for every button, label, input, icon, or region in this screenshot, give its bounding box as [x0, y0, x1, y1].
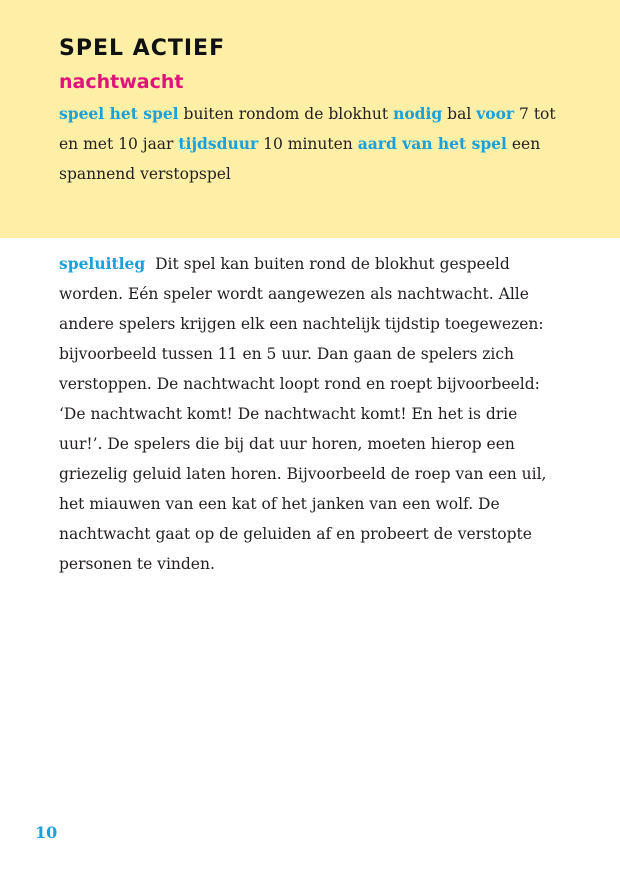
game-title: nachtwacht: [59, 71, 184, 93]
explanation-text: Dit spel kan buiten rond de blokhut gespeeld worden. Eén speler wordt aangewezen als nachtwacht. Alle andere spelers krijgen elk een nachtelijk tijdstip toegewezen: bijvoorbeeld tussen 11 en 5 uur. Dan gaan de spelers zich verstoppen. De nachtwacht loopt rond en roept bijvoorbeeld: ‘De nachtwacht komt! De nachtwacht komt! En het is drie uur!’. De spelers die bij dat uur horen, moeten hierop een griezelig geluid laten horen. Bijvoorbeeld de roep van een uil, het miauwen van een kat of het janken van een wolf. De nachtwacht gaat op de geluiden af en probeert de verstopte personen te vinden.: [59, 255, 547, 573]
where-label: speel het spel: [59, 104, 179, 123]
explanation-paragraph: [59, 249, 561, 579]
duration-value: 10 minuten: [263, 135, 353, 153]
for-label: voor: [476, 104, 515, 123]
game-details: [59, 99, 559, 189]
duration-label: tijdsduur: [178, 134, 259, 153]
where-value: buiten rondom de blokhut: [183, 105, 389, 123]
for-value: 7 tot en met 10 jaar: [59, 105, 556, 153]
needed-label: nodig: [393, 104, 443, 123]
section-title: SPEL ACTIEF: [59, 36, 226, 61]
needed-value: bal: [447, 105, 472, 123]
explanation-label: speluitleg: [59, 254, 146, 273]
type-label: aard van het spel: [357, 134, 507, 153]
header-band: [0, 0, 620, 238]
type-value: een spannend verstopspel: [59, 135, 541, 183]
page-number: 10: [35, 823, 58, 842]
